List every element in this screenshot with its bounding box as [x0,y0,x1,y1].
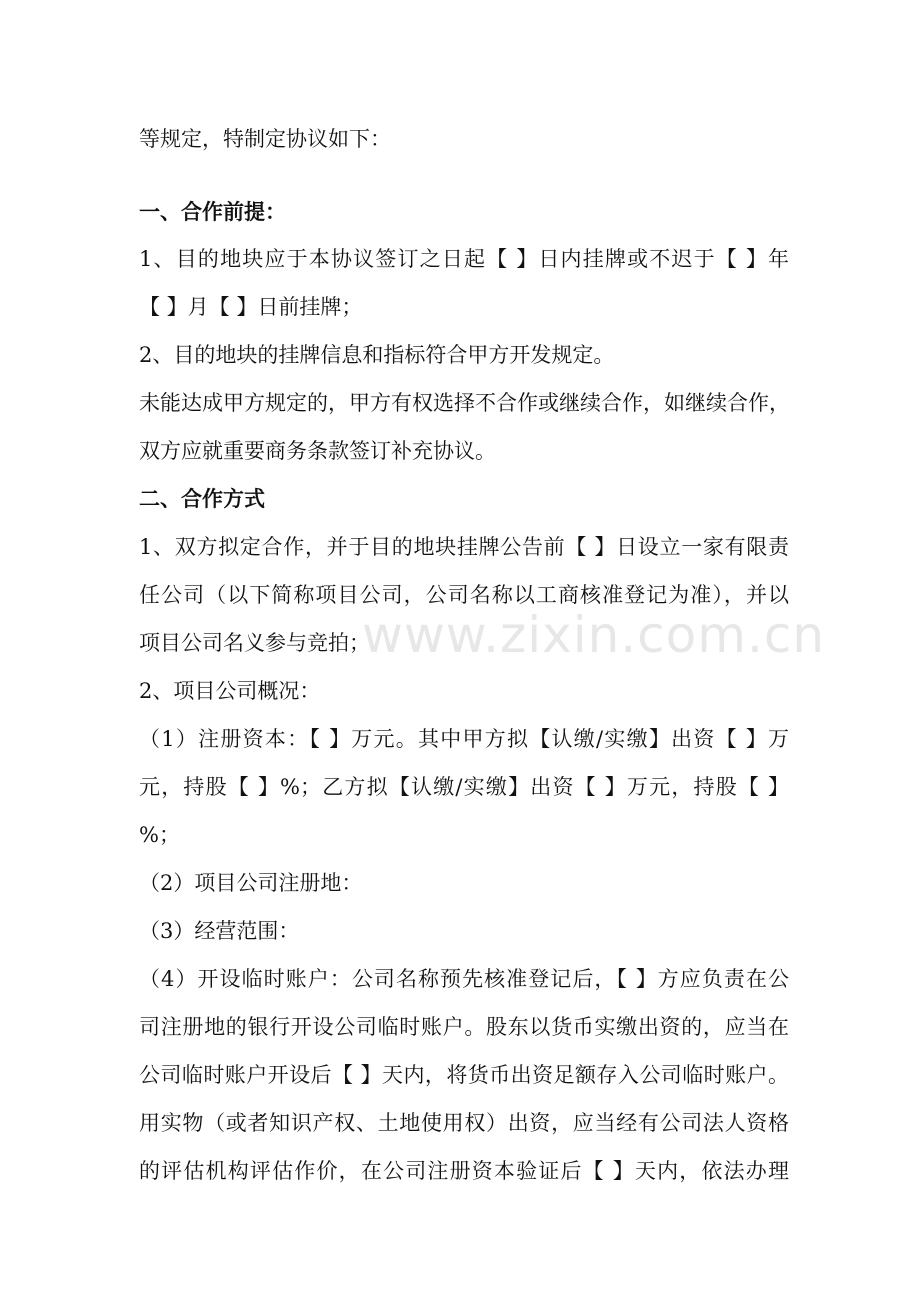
watermark: www.zixin.com.cn [362,606,826,664]
paragraph-line: 任公司（以下简称项目公司，公司名称以工商核准登记为准），并以 [139,583,789,607]
section-heading-1: 一、合作前提： [139,200,286,224]
paragraph-line: （2）项目公司注册地： [139,871,363,895]
paragraph-line: （1）注册资本：【 】万元。其中甲方拟【认缴/实缴】出资【 】万 [139,727,789,751]
paragraph-line: 元，持股【 】%；乙方拟【认缴/实缴】出资【 】万元，持股【 】 [139,775,789,799]
section-heading-2: 二、合作方式 [139,487,265,511]
intro-line: 等规定，特制定协议如下： [139,127,391,151]
paragraph-line: 公司临时账户开设后【 】天内，将货币出资足额存入公司临时账户。 [139,1063,789,1087]
paragraph-line: 项目公司名义参与竞拍； [139,631,370,655]
paragraph-line: 双方应就重要商务条款签订补充协议。 [139,439,496,463]
paragraph-line: 【 】月【 】日前挂牌； [139,295,363,319]
paragraph-line: （3）经营范围： [139,919,300,943]
paragraph-line: %； [139,823,180,847]
paragraph-line: 2、项目公司概况： [139,679,321,703]
paragraph-line: 1、双方拟定合作，并于目的地块挂牌公告前【 】日设立一家有限责 [139,535,789,559]
paragraph-line: （4）开设临时账户：公司名称预先核准登记后，【 】方应负责在公 [139,967,789,991]
paragraph-line: 的评估机构评估作价，在公司注册资本验证后【 】天内，依法办理 [139,1159,789,1183]
paragraph-line: 未能达成甲方规定的，甲方有权选择不合作或继续合作，如继续合作， [139,391,790,415]
paragraph-line: 2、目的地块的挂牌信息和指标符合甲方开发规定。 [139,343,615,367]
paragraph-line: 司注册地的银行开设公司临时账户。股东以货币实缴出资的，应当在 [139,1015,789,1039]
paragraph-line: 1、目的地块应于本协议签订之日起【 】日内挂牌或不迟于【 】年 [139,247,789,271]
paragraph-line: 用实物（或者知识产权、土地使用权）出资，应当经有公司法人资格 [139,1111,789,1135]
